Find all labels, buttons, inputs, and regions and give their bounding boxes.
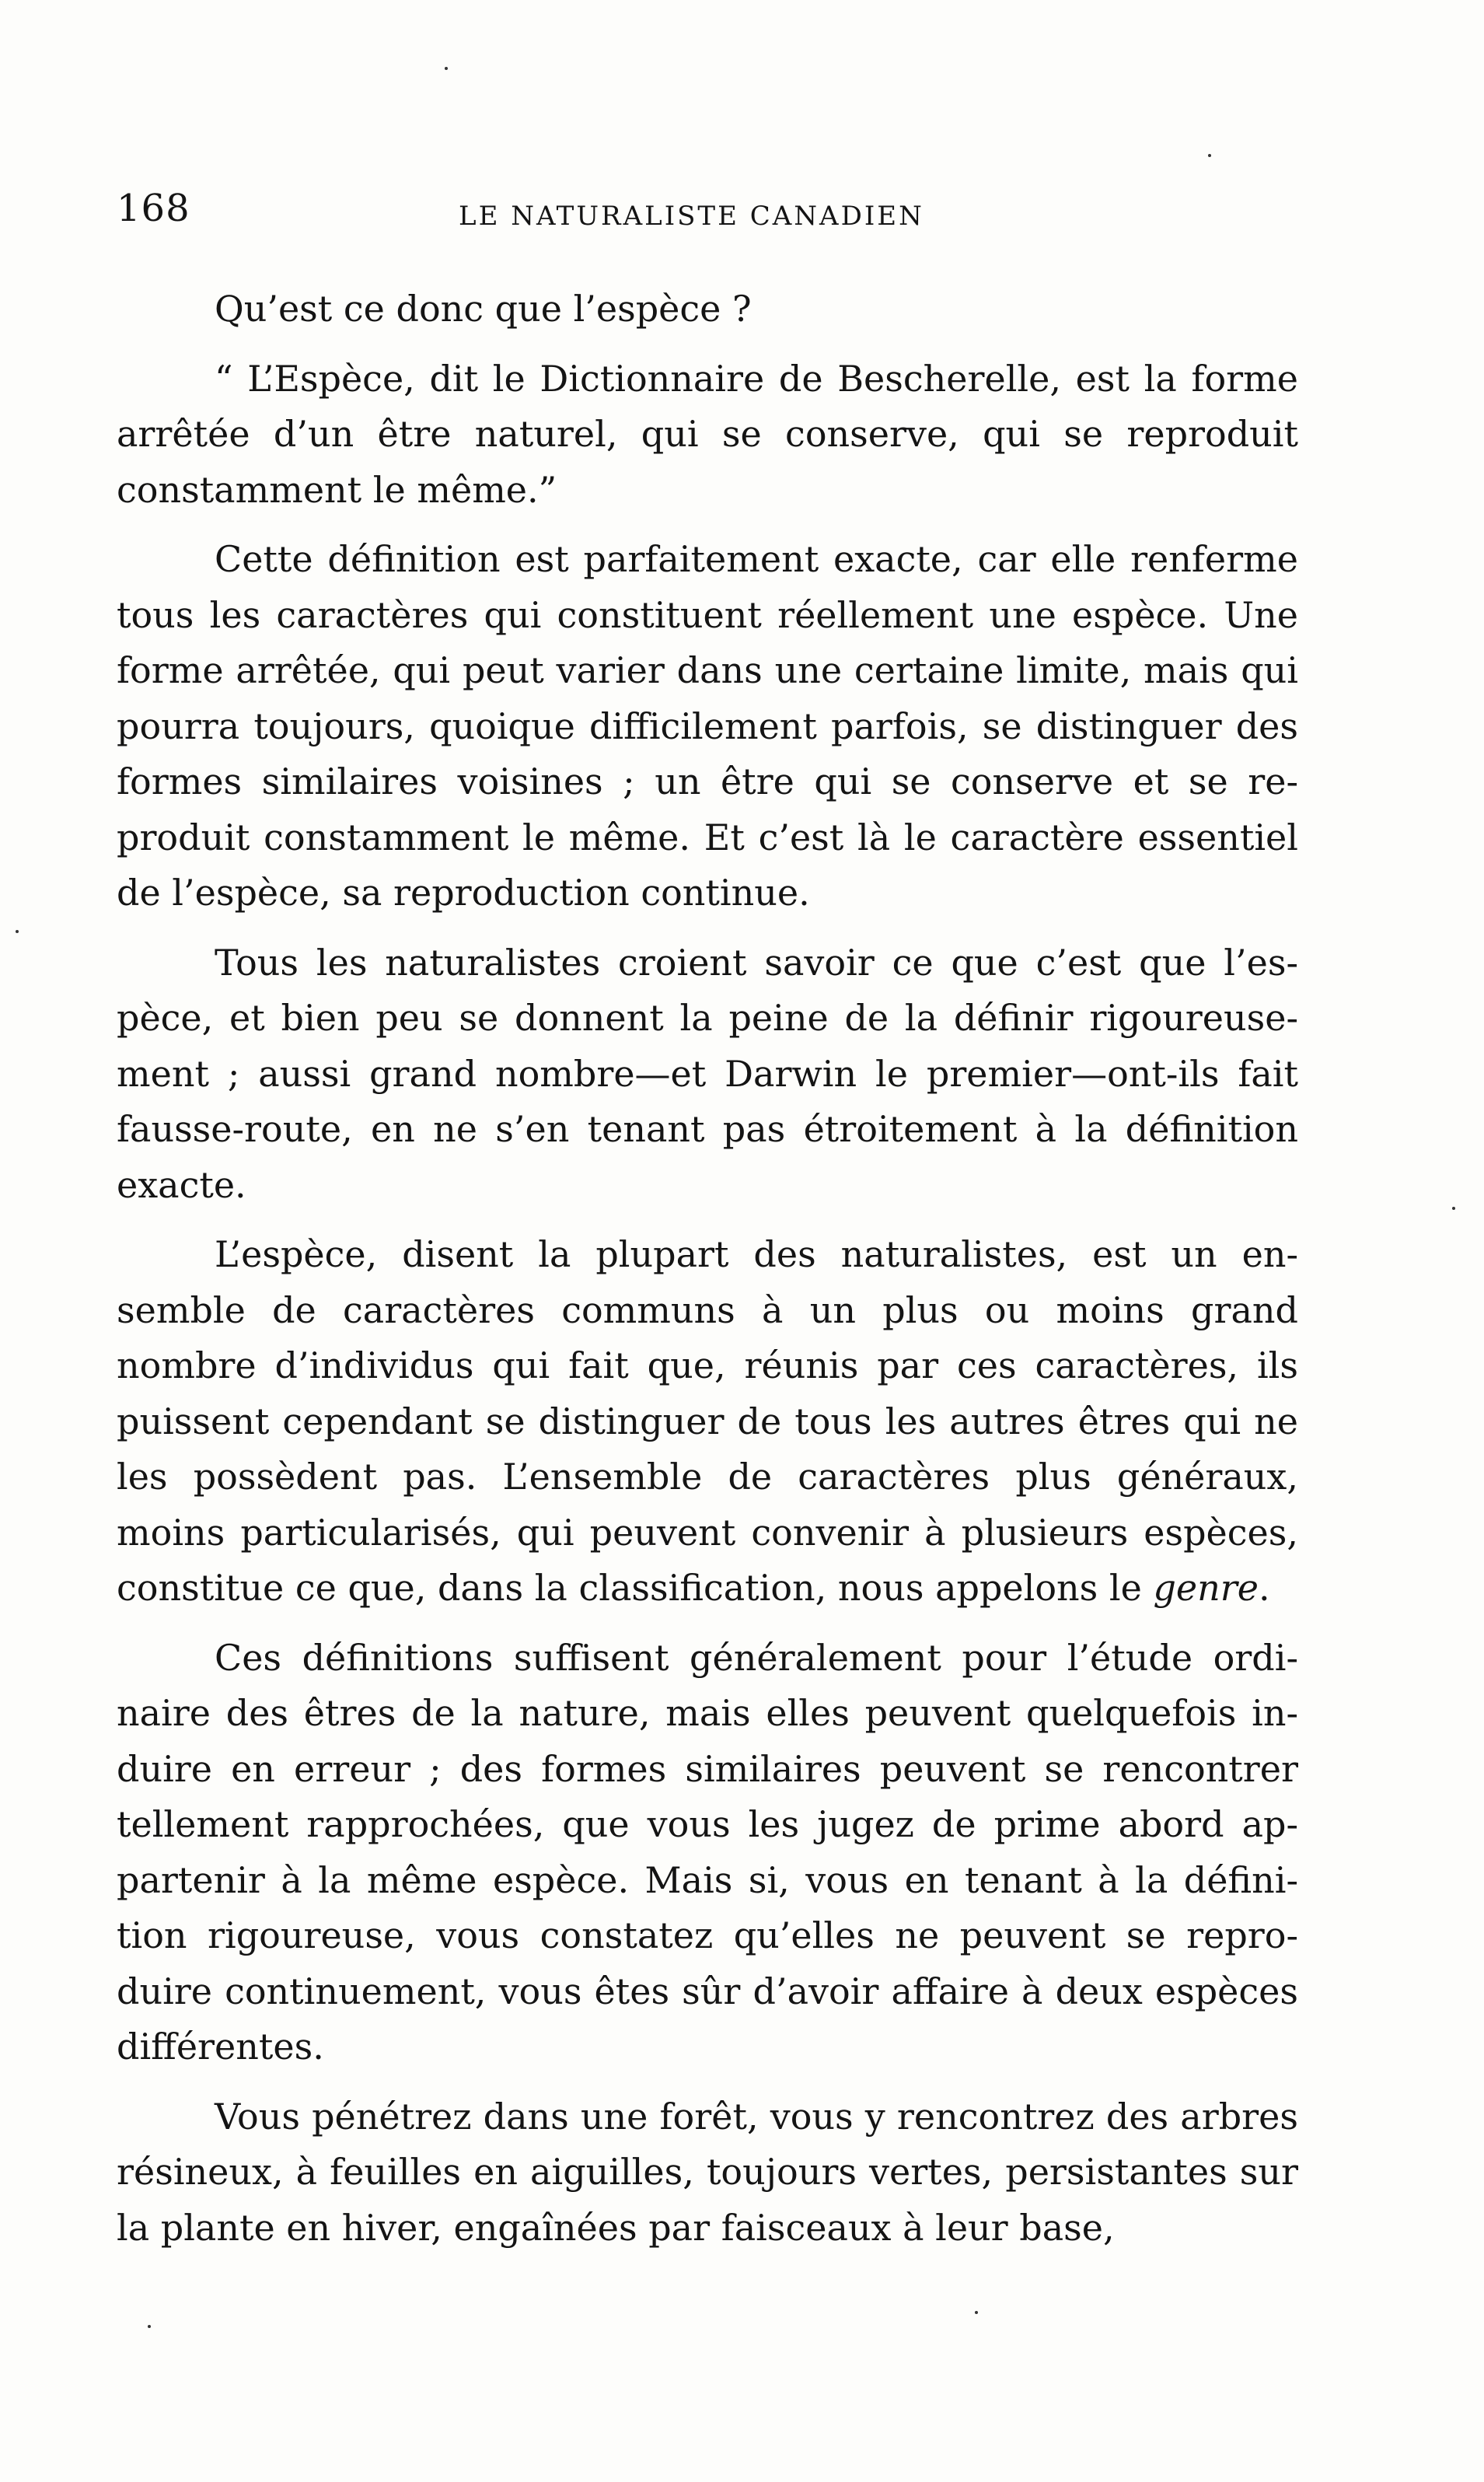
paper-speck [16,930,19,933]
paper-speck [148,2325,151,2328]
paper-speck [975,2311,978,2314]
paragraph-species-genre [117,1227,1298,1617]
paragraph-naturalists: Tous les naturalistes croient savoir ce que c’est que l’espèce, et bien peu se donnent la peine de la définir rigoureusement ; aussi grand nombre—et Darwin le premier—ont-ils fait fausse-route, en ne s’en tenant pas étroitement à la définition exacte. [117,941,1298,1206]
page-number: 168 [117,187,190,230]
paragraph-dictionary-quote: “ L’Espèce, dit le Dictionnaire de Bescherelle, est la forme arrêtée d’un être naturel, qui se conserve, qui se reproduit constamment le même.” [117,357,1298,511]
genre-emphasis: genre [1153,1567,1259,1609]
paper-speck [1452,1207,1455,1210]
page-header [117,185,1345,239]
paper-speck [1208,154,1211,157]
paragraph-species-genre-end: . [1258,1567,1270,1609]
paragraph-definitions-suffice: Ces définitions suffisent généralement pour l’étude ordinaire des êtres de la nature, mais elles peuvent quelquefois induire en erreur ; des formes similaires peuvent se rencontrer tellement rapprochées, que vous les jugez de prime abord appartenir à la même espèce. Mais si, vous en tenant à la définition rigoureuse, vous constatez qu’elles ne peuvent se reproduire continuement, vous êtes sûr d’avoir affaire à deux espèces différentes. [117,1636,1298,2068]
page-body [117,281,1298,2256]
paragraph-definition: Cette définition est parfaitement exacte, car elle renferme tous les caractères qui constituent réellement une espèce. Une forme arrêtée, qui peut varier dans une certaine limite, mais qui pourra toujours, quoique difficilement parfois, se distinguer des formes similaires voisines ; un être qui se conserve et se reproduit constamment le même. Et c’est là le caractère essentiel de l’espèce, sa reproduction continue. [117,538,1298,914]
paragraph-forest: Vous pénétrez dans une forêt, vous y rencontrez des arbres résineux, à feuilles en aiguilles, toujours vertes, persistantes sur la plante en hiver, engaînées par faisceaux à leur base, [117,2095,1298,2249]
paragraph-question: Qu’est ce donc que l’espèce ? [215,288,752,330]
running-title: LE NATURALISTE CANADIEN [459,201,924,232]
paper-speck [445,67,448,70]
paragraph-species-genre-text: L’espèce, disent la plupart des naturalistes, est un ensemble de caractères communs à un plus ou moins grand nombre d’individus qui fait que, réunis par ces caractères, ils puissent cependant se distinguer de tous les autres êtres qui ne les possèdent pas. L’ensemble de caractères plus généraux, moins particularisés, qui peuvent convenir à plusieurs espèces, constitue ce que, dans la classification, nous appelons le [117,1233,1298,1609]
